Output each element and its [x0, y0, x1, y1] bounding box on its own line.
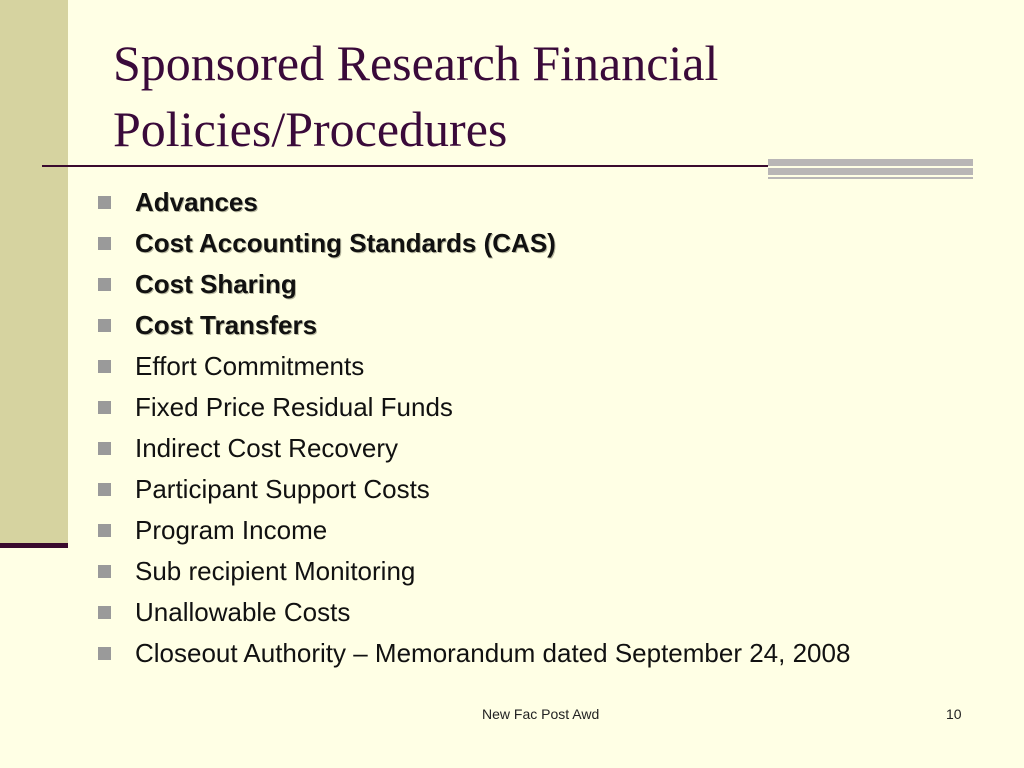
list-item [98, 510, 850, 551]
square-bullet-icon [98, 319, 111, 332]
list-item [98, 346, 850, 387]
square-bullet-icon [98, 483, 111, 496]
page-number: 10 [946, 706, 962, 722]
square-bullet-icon [98, 196, 111, 209]
bullet-text: Closeout Authority – Memorandum dated September 24, 2008 [135, 638, 851, 668]
bullet-text: Fixed Price Residual Funds [135, 392, 453, 422]
square-bullet-icon [98, 647, 111, 660]
list-item [98, 469, 850, 510]
square-bullet-icon [98, 237, 111, 250]
list-item [98, 428, 850, 469]
list-item [98, 182, 850, 223]
bullet-text: Sub recipient Monitoring [135, 556, 416, 586]
square-bullet-icon [98, 401, 111, 414]
bullet-text: Cost Sharing [135, 269, 297, 299]
list-item [98, 551, 850, 592]
left-accent-band [0, 0, 68, 545]
square-bullet-icon [98, 606, 111, 619]
left-accent-rule [0, 543, 68, 548]
bullet-text: Indirect Cost Recovery [135, 433, 398, 463]
square-bullet-icon [98, 360, 111, 373]
square-bullet-icon [98, 565, 111, 578]
bullet-list [98, 182, 850, 674]
bullet-text: Cost Transfers [135, 310, 318, 340]
bullet-text: Cost Accounting Standards (CAS) [135, 228, 556, 258]
slide-title [113, 30, 973, 162]
bullet-text: Effort Commitments [135, 351, 365, 381]
square-bullet-icon [98, 524, 111, 537]
square-bullet-icon [98, 278, 111, 291]
list-item [98, 223, 850, 264]
title-accent-bar [768, 159, 973, 179]
bullet-text: Program Income [135, 515, 328, 545]
slide-title-line1: Sponsored Research Financial [113, 35, 719, 91]
bullet-text: Participant Support Costs [135, 474, 430, 504]
list-item [98, 387, 850, 428]
bullet-text: Advances [135, 187, 258, 217]
footer-label: New Fac Post Awd [482, 706, 600, 722]
bullet-text: Unallowable Costs [135, 597, 351, 627]
list-item [98, 264, 850, 305]
list-item [98, 592, 850, 633]
square-bullet-icon [98, 442, 111, 455]
slide-title-line2: Policies/Procedures [113, 101, 508, 157]
list-item [98, 305, 850, 346]
list-item [98, 633, 850, 674]
